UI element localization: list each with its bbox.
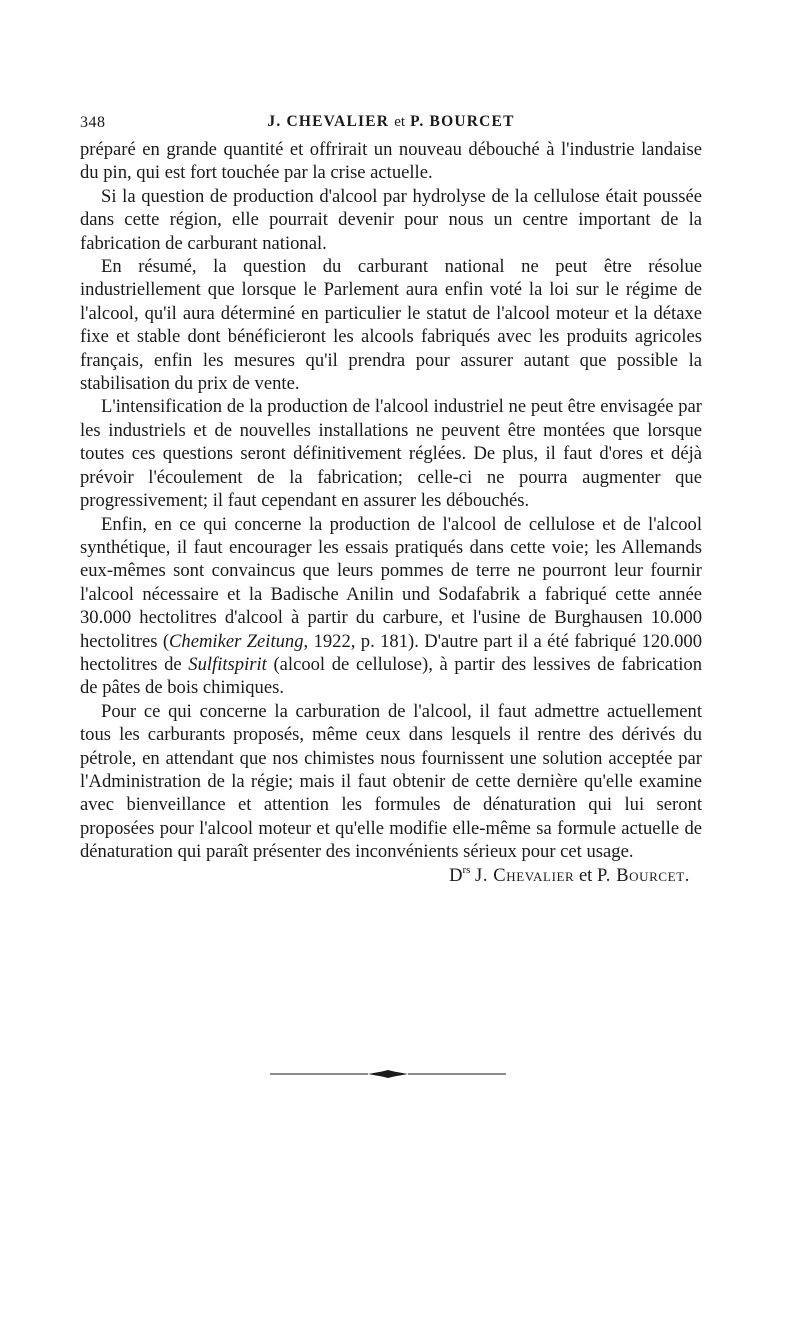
signature-joiner: et (578, 865, 593, 886)
paragraph (80, 513, 702, 700)
running-head (80, 110, 702, 138)
page (80, 110, 702, 887)
paragraph: préparé en grande quantité et offrirait un nouveau débouché à l'industrie landaise du pin, qui est fort touchée par la crise actuelle. (80, 139, 702, 184)
page-number: 348 (80, 114, 106, 131)
paragraph-text: Enfin, en ce qui concerne la production de l'alcool de cellulose et de l'alcool synthétique, il faut encourager les essais pratiqués dans cette voie; les Allemands eux-mêmes sont convaincus que leurs pommes de terre ne pourront leur fournir l'alcool nécessaire et la Badische Anilin und Sodafabrik a fabriqué cette année 30.000 hectolitres d'alcool à partir du carbure, et l'usine de Burghausen 10.000 hectolitres ( (80, 513, 702, 652)
paragraph: En résumé, la question du carburant national ne peut être résolue industriellement que lorsque le Parlement aura enfin voté la loi sur le régime de l'alcool, qu'il aura déterminé en particulier le statut de l'alcool moteur et la détaxe fixe et stable dont bénéficieront les alcools fabriqués avec les produits agricoles français, enfin les mesures qu'il prendra pour assurer autant que possible la stabilisation du prix de vente. (80, 256, 702, 395)
paragraph: Si la question de production d'alcool par hydrolyse de la cellulose était poussée dans cette région, elle pourrait devenir pour nous un centre important de la fabrication de carburant national. (80, 185, 702, 254)
running-title-joiner: et (394, 114, 406, 130)
journal-title: Chemiker Zeitung (169, 630, 304, 652)
running-title-author-1: J. CHEVALIER (267, 113, 390, 130)
signature-author-2: P. Bourcet. (596, 865, 690, 886)
paragraph: L'intensification de la production de l'alcool industriel ne peut être envisagée par les industriels et de nouvelles installations ne peuvent être montées que lorsque toutes ces questions seront définitivement réglées. De plus, il faut d'ores et déjà prévoir l'écoulement de la fabrication; celle-ci ne pourra augmenter que progressivement; il faut cependant en assurer les débouchés. (80, 396, 702, 512)
article-body (80, 138, 702, 864)
running-title (80, 113, 702, 131)
signature-title-sup: rs (462, 863, 471, 876)
product-name: Sulfitspirit (188, 653, 267, 675)
end-ornament-icon (270, 1068, 506, 1080)
signature-title: D (449, 865, 463, 886)
signature-author-1: J. Chevalier (475, 865, 575, 886)
running-title-author-2: P. BOURCET (410, 113, 515, 130)
paragraph-text: (alcool de cellulose), à partir des lessives de fabrication de pâtes de bois chimiques. (80, 653, 702, 699)
paragraph-text: , 1922, p. 181). D'autre part il a été fabriqué 120.000 hectolitres de (80, 630, 702, 675)
signature (80, 863, 702, 887)
paragraph: Pour ce qui concerne la carburation de l'alcool, il faut admettre actuellement tous les carburants proposés, même ceux dans lesquels il rentre des dérivés du pétrole, en attendant que nos chimistes nous fournissent une solution acceptée par l'Administration de la régie; mais il faut obtenir de cette dernière qu'elle examine avec bienveillance et attention les formules de dénaturation qui lui seront proposées pour l'alcool moteur et qu'elle modifie elle-même sa formule actuelle de dénaturation qui paraît présenter des inconvénients sérieux pour cet usage. (80, 700, 702, 863)
